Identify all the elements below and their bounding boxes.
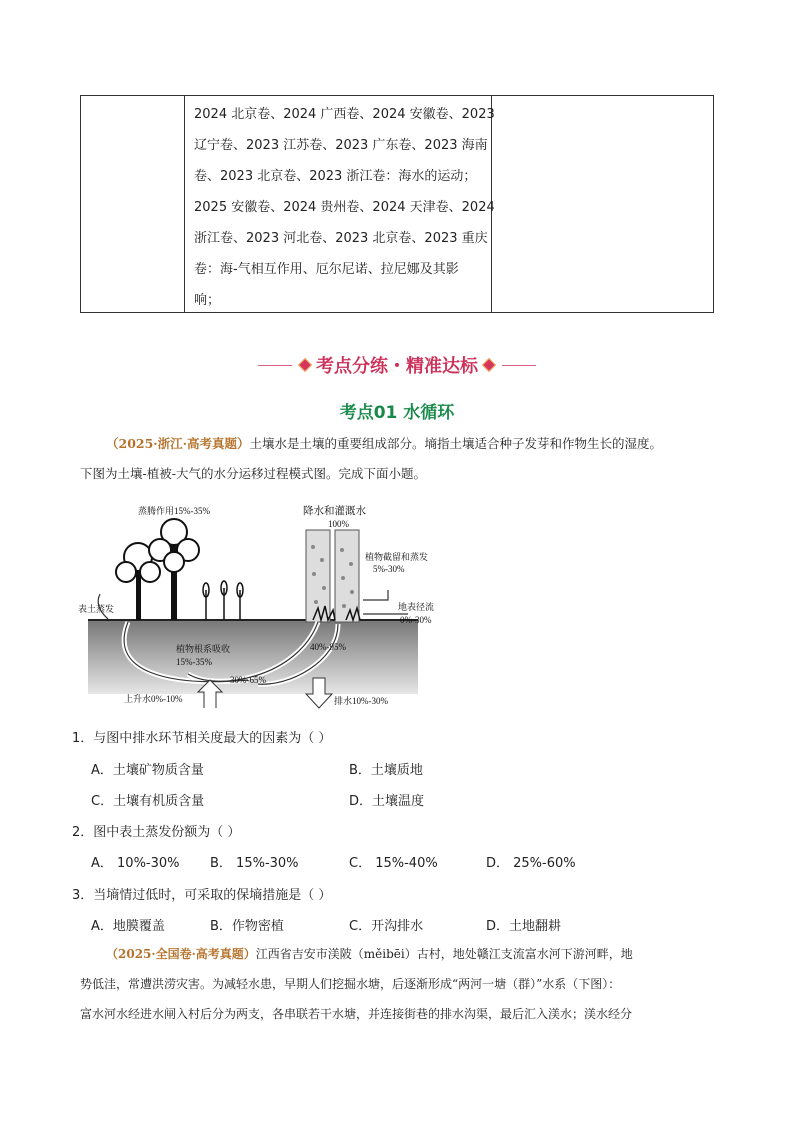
table-line: 卷：海-气相互作用、厄尔尼诺、拉尼娜及其影: [194, 262, 459, 277]
question-1-stem: 1．与图中排水环节相关度最大的因素为（ ）: [72, 731, 332, 746]
label-drain: 排水10%-30%: [334, 696, 388, 706]
subsection-heading: 考点01 水循环: [339, 403, 455, 423]
question-3-option-a[interactable]: A．地膜覆盖: [91, 919, 165, 934]
question-1-option-b[interactable]: B．土壤质地: [349, 763, 423, 778]
exam-table: [80, 95, 714, 313]
table-line: 辽宁卷、2023 江苏卷、2023 广东卷、2023 海南: [194, 138, 488, 153]
intro-text: 富水河水经进水闸入村后分为两支，各串联若干水塘，并连接街巷的排水沟渠，最后汇入渼水；渼水经分: [80, 1007, 633, 1021]
label-transpiration: 蒸腾作用15%-35%: [138, 506, 210, 516]
intro-text: 下图为土壤-植被-大气的水分运移过程模式图。完成下面小题。: [80, 466, 426, 481]
table-line: 2024 北京卷、2024 广西卷、2024 安徽卷、2023: [194, 107, 495, 122]
intro-text: 江西省吉安市渼陂（měibēi）古村，地处赣江支流富水河下游河畔，地: [255, 947, 633, 961]
table-cell-left: [81, 96, 185, 312]
question-1-option-a[interactable]: A．土壤矿物质含量: [91, 763, 204, 778]
label-surface-evap: 表土蒸发: [78, 604, 115, 614]
source-tag: （2025·全国卷·高考真题）: [106, 947, 256, 961]
crop-icon: [203, 581, 243, 620]
intro-text: 势低洼，常遭洪涝灾害。为减轻水患，早期人们挖掘水塘，后逐渐形成“两河一塘（群）”水系（下图）：: [80, 977, 621, 991]
label-precip-pct: 100%: [328, 519, 349, 529]
question-3-stem: 3．当墒情过低时，可采取的保墒措施是（ ）: [72, 888, 332, 903]
label-intercept-pct: 5%-30%: [373, 564, 405, 574]
section-title-text: 考点分练・精准达标: [316, 356, 478, 377]
water-cycle-diagram: [78, 502, 450, 712]
question-3-option-b[interactable]: B．作物密植: [210, 919, 284, 934]
question-2-stem: 2．图中表土蒸发份额为（ ）: [72, 825, 241, 840]
diamond-icon: [482, 358, 496, 372]
question-1-option-c[interactable]: C．土壤有机质含量: [91, 794, 205, 809]
label-root-uptake: 植物根系吸收: [176, 644, 231, 654]
table-cell-exams: [185, 96, 495, 312]
decor-line-right: [502, 365, 536, 366]
intro-paragraph-2: [80, 939, 720, 1029]
table-line: 响；: [194, 293, 221, 308]
table-line: 卷、2023 北京卷、2023 浙江卷：海水的运动；: [194, 169, 477, 184]
label-runoff-pct: 0%-30%: [400, 615, 432, 625]
diamond-icon: [298, 358, 312, 372]
question-2-option-d[interactable]: D． 25%-60%: [486, 856, 576, 871]
question-2-option-b[interactable]: B． 15%-30%: [210, 856, 299, 871]
label-precip: 降水和灌溉水: [303, 506, 366, 517]
table-cell-right: [492, 96, 713, 312]
intro-paragraph-1: [80, 429, 720, 489]
decor-line-left: [258, 365, 292, 366]
label-root-pct: 15%-35%: [176, 657, 212, 667]
intro-text: 土壤水是土壤的重要组成部分。墒指土壤适合种子发芽和作物生长的湿度。: [249, 436, 663, 451]
question-1-option-d[interactable]: D．土壤温度: [349, 794, 425, 809]
label-mid-pct: 30%-65%: [230, 675, 266, 685]
source-tag: （2025·浙江·高考真题）: [106, 436, 250, 451]
label-infil-pct: 40%-95%: [310, 642, 346, 652]
question-3-option-c[interactable]: C．开沟排水: [349, 919, 424, 934]
label-runoff: 地表径流: [398, 602, 435, 612]
tree-icon: [116, 519, 199, 620]
section-heading: [0, 352, 794, 378]
table-line: 2025 安徽卷、2024 贵州卷、2024 天津卷、2024: [194, 200, 495, 215]
table-line: 浙江卷、2023 河北卷、2023 北京卷、2023 重庆: [194, 231, 488, 246]
question-3-option-d[interactable]: D．土地翻耕: [486, 919, 562, 934]
question-2-option-a[interactable]: A． 10%-30%: [91, 856, 180, 871]
label-upwell: 上升水0%-10%: [124, 694, 183, 704]
label-intercept: 植物截留和蒸发: [365, 552, 429, 562]
question-2-option-c[interactable]: C． 15%-40%: [349, 856, 438, 871]
rain-column: [335, 530, 359, 622]
